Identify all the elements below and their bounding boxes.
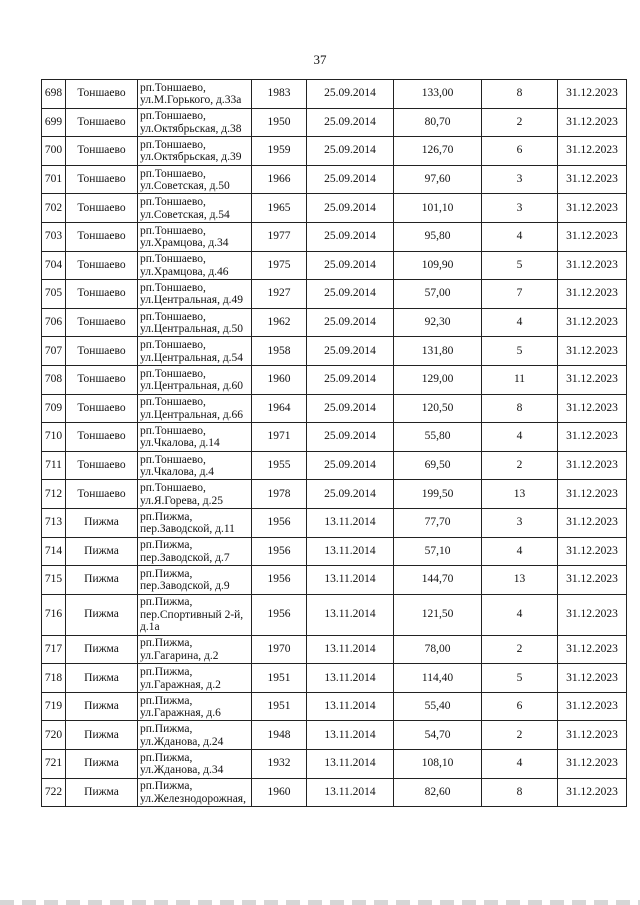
row-number-cell: 714 [42,537,66,566]
table-row [42,108,627,137]
table-row [42,423,627,452]
date-cell: 13.11.2014 [307,750,394,779]
address-cell: рп.Тоншаево, ул.Центральная, д.54 [138,337,252,366]
date-cell: 25.09.2014 [307,451,394,480]
table-row [42,365,627,394]
row-number-cell: 702 [42,194,66,223]
table-row [42,594,627,635]
end-date-cell: 31.12.2023 [558,537,627,566]
date-cell: 25.09.2014 [307,365,394,394]
locality-cell: Пижма [66,664,138,693]
end-date-cell: 31.12.2023 [558,664,627,693]
end-date-cell: 31.12.2023 [558,750,627,779]
locality-cell: Пижма [66,692,138,721]
area-cell: 109,90 [394,251,482,280]
table-row [42,537,627,566]
date-cell: 13.11.2014 [307,664,394,693]
end-date-cell: 31.12.2023 [558,480,627,509]
count-cell: 4 [482,222,558,251]
count-cell: 8 [482,80,558,109]
date-cell: 25.09.2014 [307,394,394,423]
locality-cell: Тоншаево [66,251,138,280]
area-cell: 114,40 [394,664,482,693]
date-cell: 25.09.2014 [307,80,394,109]
address-cell: рп.Тоншаево, ул.Центральная, д.66 [138,394,252,423]
locality-cell: Тоншаево [66,394,138,423]
end-date-cell: 31.12.2023 [558,280,627,309]
date-cell: 13.11.2014 [307,635,394,664]
end-date-cell: 31.12.2023 [558,194,627,223]
build-year-cell: 1971 [252,423,307,452]
build-year-cell: 1927 [252,280,307,309]
area-cell: 120,50 [394,394,482,423]
end-date-cell: 31.12.2023 [558,308,627,337]
count-cell: 11 [482,365,558,394]
build-year-cell: 1958 [252,337,307,366]
locality-cell: Тоншаево [66,280,138,309]
row-number-cell: 716 [42,594,66,635]
table-row [42,194,627,223]
date-cell: 13.11.2014 [307,778,394,807]
count-cell: 2 [482,635,558,664]
end-date-cell: 31.12.2023 [558,423,627,452]
table-row [42,222,627,251]
address-cell: рп.Тоншаево, ул.Октябрьская, д.39 [138,137,252,166]
address-cell: рп.Тоншаево, ул.Центральная, д.49 [138,280,252,309]
build-year-cell: 1956 [252,566,307,595]
address-cell: рп.Пижма, пер.Заводской, д.7 [138,537,252,566]
date-cell: 25.09.2014 [307,165,394,194]
date-cell: 25.09.2014 [307,280,394,309]
count-cell: 2 [482,721,558,750]
table-row [42,251,627,280]
area-cell: 108,10 [394,750,482,779]
row-number-cell: 710 [42,423,66,452]
row-number-cell: 705 [42,280,66,309]
end-date-cell: 31.12.2023 [558,692,627,721]
row-number-cell: 703 [42,222,66,251]
table-row [42,137,627,166]
date-cell: 13.11.2014 [307,692,394,721]
row-number-cell: 700 [42,137,66,166]
count-cell: 4 [482,594,558,635]
end-date-cell: 31.12.2023 [558,337,627,366]
build-year-cell: 1956 [252,537,307,566]
end-date-cell: 31.12.2023 [558,251,627,280]
count-cell: 2 [482,108,558,137]
count-cell: 4 [482,423,558,452]
build-year-cell: 1977 [252,222,307,251]
table-row [42,664,627,693]
build-year-cell: 1956 [252,508,307,537]
area-cell: 54,70 [394,721,482,750]
count-cell: 7 [482,280,558,309]
area-cell: 131,80 [394,337,482,366]
date-cell: 13.11.2014 [307,537,394,566]
area-cell: 95,80 [394,222,482,251]
count-cell: 3 [482,194,558,223]
row-number-cell: 722 [42,778,66,807]
count-cell: 5 [482,664,558,693]
address-cell: рп.Тоншаево, ул.Октябрьская, д.38 [138,108,252,137]
end-date-cell: 31.12.2023 [558,365,627,394]
end-date-cell: 31.12.2023 [558,566,627,595]
address-cell: рп.Пижма, ул.Жданова, д.34 [138,750,252,779]
table-row [42,778,627,807]
end-date-cell: 31.12.2023 [558,594,627,635]
count-cell: 5 [482,337,558,366]
count-cell: 13 [482,480,558,509]
locality-cell: Тоншаево [66,451,138,480]
count-cell: 2 [482,451,558,480]
build-year-cell: 1951 [252,692,307,721]
locality-cell: Тоншаево [66,365,138,394]
row-number-cell: 720 [42,721,66,750]
row-number-cell: 698 [42,80,66,109]
count-cell: 4 [482,750,558,779]
build-year-cell: 1948 [252,721,307,750]
table-row [42,635,627,664]
count-cell: 6 [482,137,558,166]
address-cell: рп.Пижма, ул.Гагарина, д.2 [138,635,252,664]
end-date-cell: 31.12.2023 [558,165,627,194]
area-cell: 129,00 [394,365,482,394]
date-cell: 25.09.2014 [307,194,394,223]
row-number-cell: 713 [42,508,66,537]
address-cell: рп.Тоншаево, ул.Чкалова, д.14 [138,423,252,452]
row-number-cell: 715 [42,566,66,595]
build-year-cell: 1956 [252,594,307,635]
row-number-cell: 721 [42,750,66,779]
locality-cell: Пижма [66,566,138,595]
table-row [42,721,627,750]
area-cell: 92,30 [394,308,482,337]
row-number-cell: 719 [42,692,66,721]
build-year-cell: 1960 [252,778,307,807]
address-cell: рп.Пижма, пер.Заводской, д.9 [138,566,252,595]
build-year-cell: 1932 [252,750,307,779]
row-number-cell: 718 [42,664,66,693]
registry-rows [42,80,627,807]
date-cell: 13.11.2014 [307,721,394,750]
area-cell: 133,00 [394,80,482,109]
area-cell: 80,70 [394,108,482,137]
table-row [42,750,627,779]
row-number-cell: 717 [42,635,66,664]
count-cell: 4 [482,308,558,337]
area-cell: 78,00 [394,635,482,664]
address-cell: рп.Тоншаево, ул.Чкалова, д.4 [138,451,252,480]
build-year-cell: 1964 [252,394,307,423]
date-cell: 25.09.2014 [307,251,394,280]
count-cell: 5 [482,251,558,280]
area-cell: 55,40 [394,692,482,721]
area-cell: 199,50 [394,480,482,509]
row-number-cell: 711 [42,451,66,480]
address-cell: рп.Тоншаево, ул.М.Горького, д.33а [138,80,252,109]
build-year-cell: 1959 [252,137,307,166]
build-year-cell: 1960 [252,365,307,394]
table-row [42,566,627,595]
count-cell: 3 [482,165,558,194]
address-cell: рп.Тоншаево, ул.Храмцова, д.34 [138,222,252,251]
table-row [42,508,627,537]
table-row [42,337,627,366]
area-cell: 144,70 [394,566,482,595]
table-row [42,394,627,423]
address-cell: рп.Пижма, пер.Заводской, д.11 [138,508,252,537]
scan-edge-artifact [0,900,640,905]
locality-cell: Пижма [66,750,138,779]
count-cell: 3 [482,508,558,537]
row-number-cell: 701 [42,165,66,194]
row-number-cell: 699 [42,108,66,137]
locality-cell: Тоншаево [66,337,138,366]
locality-cell: Тоншаево [66,194,138,223]
end-date-cell: 31.12.2023 [558,778,627,807]
end-date-cell: 31.12.2023 [558,80,627,109]
end-date-cell: 31.12.2023 [558,108,627,137]
table-row [42,480,627,509]
area-cell: 57,00 [394,280,482,309]
date-cell: 25.09.2014 [307,108,394,137]
build-year-cell: 1955 [252,451,307,480]
build-year-cell: 1983 [252,80,307,109]
locality-cell: Пижма [66,508,138,537]
date-cell: 13.11.2014 [307,566,394,595]
row-number-cell: 704 [42,251,66,280]
row-number-cell: 712 [42,480,66,509]
locality-cell: Пижма [66,721,138,750]
area-cell: 55,80 [394,423,482,452]
locality-cell: Тоншаево [66,80,138,109]
end-date-cell: 31.12.2023 [558,721,627,750]
build-year-cell: 1950 [252,108,307,137]
area-cell: 101,10 [394,194,482,223]
date-cell: 25.09.2014 [307,308,394,337]
address-cell: рп.Тоншаево, ул.Советская, д.54 [138,194,252,223]
locality-cell: Тоншаево [66,308,138,337]
locality-cell: Тоншаево [66,480,138,509]
date-cell: 13.11.2014 [307,594,394,635]
date-cell: 13.11.2014 [307,508,394,537]
build-year-cell: 1978 [252,480,307,509]
area-cell: 126,70 [394,137,482,166]
address-cell: рп.Тоншаево, ул.Храмцова, д.46 [138,251,252,280]
locality-cell: Тоншаево [66,137,138,166]
table-row [42,692,627,721]
locality-cell: Пижма [66,537,138,566]
locality-cell: Тоншаево [66,423,138,452]
address-cell: рп.Тоншаево, ул.Я.Горева, д.25 [138,480,252,509]
address-cell: рп.Тоншаево, ул.Центральная, д.60 [138,365,252,394]
end-date-cell: 31.12.2023 [558,451,627,480]
build-year-cell: 1970 [252,635,307,664]
area-cell: 69,50 [394,451,482,480]
table-row [42,280,627,309]
locality-cell: Тоншаево [66,222,138,251]
count-cell: 6 [482,692,558,721]
build-year-cell: 1951 [252,664,307,693]
count-cell: 13 [482,566,558,595]
area-cell: 97,60 [394,165,482,194]
row-number-cell: 707 [42,337,66,366]
address-cell: рп.Тоншаево, ул.Советская, д.50 [138,165,252,194]
address-cell: рп.Тоншаево, ул.Центральная, д.50 [138,308,252,337]
area-cell: 77,70 [394,508,482,537]
address-cell: рп.Пижма, ул.Гаражная, д.2 [138,664,252,693]
end-date-cell: 31.12.2023 [558,137,627,166]
address-cell: рп.Пижма, ул.Жданова, д.24 [138,721,252,750]
address-cell: рп.Пижма, ул.Гаражная, д.6 [138,692,252,721]
locality-cell: Пижма [66,635,138,664]
row-number-cell: 706 [42,308,66,337]
address-cell: рп.Пижма, ул.Железнодорожная, [138,778,252,807]
end-date-cell: 31.12.2023 [558,222,627,251]
locality-cell: Тоншаево [66,108,138,137]
build-year-cell: 1965 [252,194,307,223]
date-cell: 25.09.2014 [307,337,394,366]
date-cell: 25.09.2014 [307,137,394,166]
date-cell: 25.09.2014 [307,423,394,452]
end-date-cell: 31.12.2023 [558,635,627,664]
table-row [42,308,627,337]
row-number-cell: 709 [42,394,66,423]
build-year-cell: 1966 [252,165,307,194]
locality-cell: Пижма [66,778,138,807]
end-date-cell: 31.12.2023 [558,394,627,423]
registry-table [41,79,627,807]
area-cell: 57,10 [394,537,482,566]
area-cell: 82,60 [394,778,482,807]
count-cell: 8 [482,394,558,423]
page-number: 37 [313,52,327,67]
count-cell: 4 [482,537,558,566]
build-year-cell: 1962 [252,308,307,337]
table-row [42,451,627,480]
build-year-cell: 1975 [252,251,307,280]
count-cell: 8 [482,778,558,807]
address-cell: рп.Пижма, пер.Спортивный 2-й, д.1а [138,594,252,635]
date-cell: 25.09.2014 [307,480,394,509]
table-row [42,80,627,109]
date-cell: 25.09.2014 [307,222,394,251]
table-row [42,165,627,194]
end-date-cell: 31.12.2023 [558,508,627,537]
area-cell: 121,50 [394,594,482,635]
row-number-cell: 708 [42,365,66,394]
locality-cell: Пижма [66,594,138,635]
locality-cell: Тоншаево [66,165,138,194]
